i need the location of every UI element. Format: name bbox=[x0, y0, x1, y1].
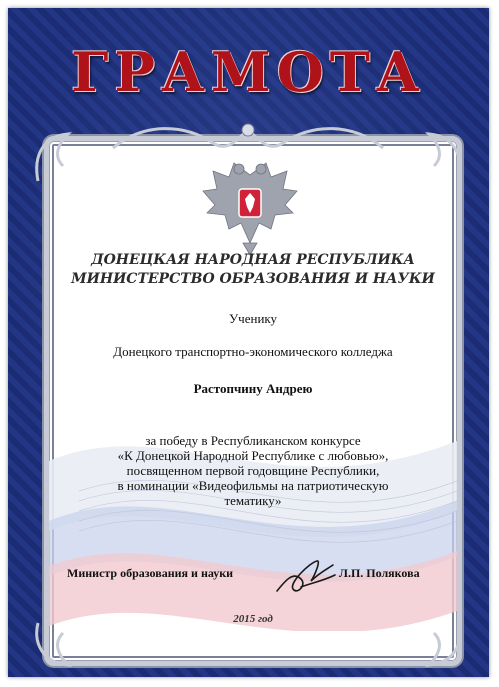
corner-ornament-bottom-left bbox=[28, 618, 88, 673]
award-line: тематику» bbox=[224, 493, 282, 508]
dpr-coat-of-arms-eagle-icon bbox=[199, 155, 301, 259]
award-text bbox=[49, 433, 457, 508]
ornate-frame bbox=[44, 136, 462, 666]
signatory-name: Л.П. Полякова bbox=[339, 566, 420, 580]
ministry-line-1: ДОНЕЦКАЯ НАРОДНАЯ РЕСПУБЛИКА bbox=[91, 252, 415, 268]
institution-name: Донецкого транспортно-экономического колледжа bbox=[113, 344, 393, 359]
award-line: посвященном первой годовщине Республики, bbox=[126, 463, 380, 478]
award-line: в номинации «Видеофильмы на патриотическую bbox=[117, 478, 389, 493]
award-line: за победу в Республиканском конкурсе bbox=[145, 433, 361, 448]
signatory-title: Министр образования и науки bbox=[67, 566, 234, 580]
top-ornament-decoration bbox=[103, 118, 393, 158]
recipient-prefix: Ученику bbox=[228, 311, 278, 326]
certificate-title: ГРАМОТА bbox=[71, 40, 426, 104]
ministry-header bbox=[49, 251, 457, 289]
recipient-name: Растопчину Андрею bbox=[193, 381, 313, 396]
corner-ornament-top-left bbox=[28, 126, 88, 186]
corner-ornament-top-right bbox=[409, 126, 469, 186]
award-line: «К Донецкой Народной Республике с любовью», bbox=[117, 448, 389, 463]
ministry-line-2: МИНИСТЕРСТВО ОБРАЗОВАНИЯ И НАУКИ bbox=[71, 271, 435, 287]
handwritten-signature bbox=[271, 551, 341, 601]
corner-ornament-bottom-right bbox=[409, 618, 469, 673]
certificate-sheet bbox=[8, 8, 489, 677]
issue-year: 2015 год bbox=[233, 613, 273, 625]
